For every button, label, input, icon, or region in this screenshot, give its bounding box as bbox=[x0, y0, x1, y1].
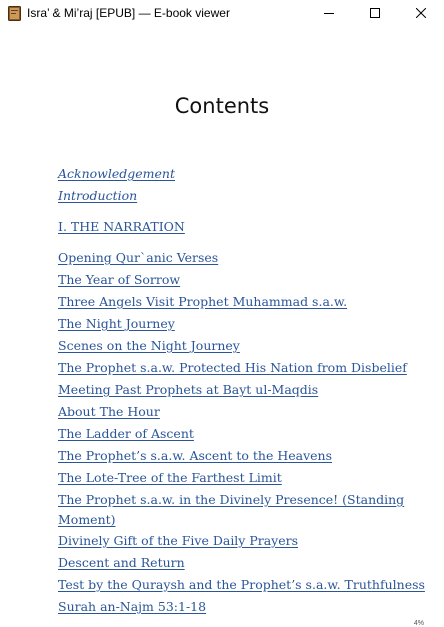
close-button[interactable] bbox=[398, 0, 444, 26]
toc-link-chapter[interactable]: The Prophet’s s.a.w. Ascent to the Heavens bbox=[58, 448, 333, 463]
toc-link-introduction[interactable]: Introduction bbox=[58, 188, 138, 203]
toc-link-chapter[interactable]: Opening Qur`anic Verses bbox=[58, 250, 219, 265]
maximize-button[interactable] bbox=[352, 0, 398, 26]
minimize-icon bbox=[324, 8, 334, 18]
toc-link-chapter[interactable]: Surah an-Najm 53:1-18 bbox=[58, 599, 207, 614]
reading-progress: 4% bbox=[413, 620, 424, 627]
toc-link-chapter[interactable]: About The Hour bbox=[58, 404, 160, 419]
page-title: Contents bbox=[174, 94, 270, 118]
toc-link-part-narration[interactable]: I. THE NARRATION bbox=[58, 219, 185, 234]
close-icon bbox=[416, 8, 426, 18]
book-content bbox=[0, 26, 444, 627]
toc-link-chapter[interactable]: Three Angels Visit Prophet Muhammad s.a.w. bbox=[58, 294, 348, 309]
book-icon bbox=[8, 6, 21, 21]
toc-link-chapter[interactable]: Scenes on the Night Journey bbox=[58, 338, 240, 353]
toc-link-chapter[interactable]: The Ladder of Ascent bbox=[58, 426, 194, 441]
maximize-icon bbox=[370, 8, 380, 18]
window-title: Isra’ & Mi’raj [EPUB] — E-book viewer bbox=[27, 6, 230, 20]
toc-link-chapter[interactable]: The Prophet s.a.w. in the Divinely Presence! (Standing Moment) bbox=[58, 492, 405, 527]
toc-link-chapter[interactable]: Test by the Quraysh and the Prophet’s s.a.w. Truthfulness bbox=[58, 577, 425, 592]
toc-link-chapter[interactable]: The Year of Sorrow bbox=[58, 272, 181, 287]
toc-link-chapter[interactable]: The Night Journey bbox=[58, 316, 175, 331]
toc-link-acknowledgement[interactable]: Acknowledgement bbox=[58, 166, 175, 181]
title-bar[interactable] bbox=[0, 0, 444, 26]
toc-link-chapter[interactable]: The Lote-Tree of the Farthest Limit bbox=[58, 470, 282, 485]
minimize-button[interactable] bbox=[306, 0, 352, 26]
toc-link-chapter[interactable]: Divinely Gift of the Five Daily Prayers bbox=[58, 533, 299, 548]
toc-link-chapter[interactable]: The Prophet s.a.w. Protected His Nation from Disbelief bbox=[58, 360, 407, 375]
toc-link-chapter[interactable]: Meeting Past Prophets at Bayt ul-Maqdis bbox=[58, 382, 319, 397]
toc-link-chapter[interactable]: Descent and Return bbox=[58, 555, 185, 570]
